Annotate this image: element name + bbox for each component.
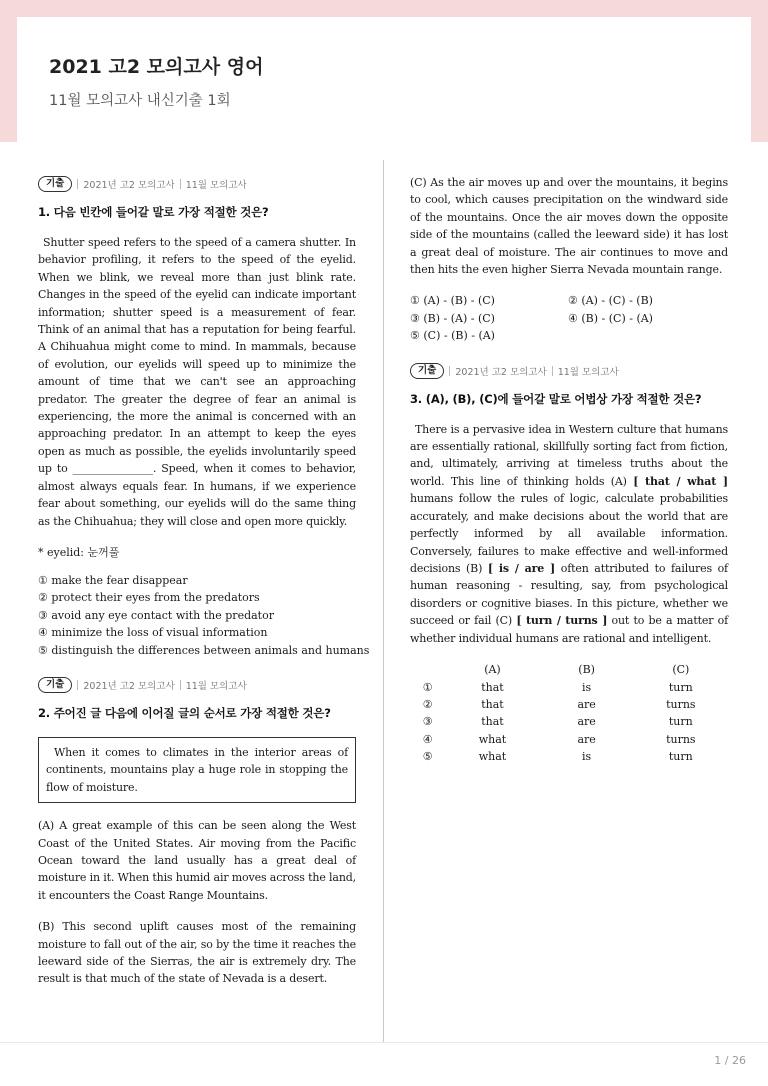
option-number: ⑤ bbox=[422, 750, 433, 764]
table-cell: turns bbox=[666, 697, 696, 711]
answer-option[interactable]: ② (A) - (C) - (B) bbox=[568, 294, 653, 308]
source-tag: 기출 bbox=[410, 363, 444, 379]
answer-options bbox=[410, 292, 728, 344]
header-card bbox=[17, 17, 751, 142]
passage-text: out to be a matter of whether individual humans are rational and intelligent. bbox=[410, 614, 728, 645]
meta-month: 11월 모의고사 bbox=[185, 680, 247, 692]
table-cell: turn bbox=[668, 750, 693, 764]
question-title: 2. 주어진 글 다음에 이어질 글의 순서로 가장 적절한 것은? bbox=[38, 705, 331, 720]
meta-year: 2021년 고2 모의고사 bbox=[83, 180, 175, 191]
answer-option[interactable]: ④ (B) - (C) - (A) bbox=[568, 311, 653, 325]
meta-separator bbox=[180, 680, 181, 690]
source-tag: 기출 bbox=[38, 677, 72, 693]
question-meta bbox=[38, 677, 356, 693]
table-cell: are bbox=[577, 697, 596, 711]
question-passage bbox=[410, 421, 728, 647]
meta-separator bbox=[552, 366, 553, 376]
table-cell: that bbox=[481, 680, 504, 694]
table-cell: turns bbox=[666, 732, 696, 746]
table-cell: is bbox=[582, 680, 592, 694]
paragraph-c: (C) As the air moves up and over the mountains, it begins to cool, which causes precipitation on the windward side of the mountains. Once the air moves down the opposite side of the mountains (called the leeward side) it has lost a great deal of moisture. The air continues to move and then hits the even higher Sierra Nevada mountain range. bbox=[410, 176, 728, 277]
table-header: (A) bbox=[484, 663, 501, 677]
answer-option[interactable]: ① make the fear disappear bbox=[38, 573, 188, 587]
source-tag: 기출 bbox=[38, 176, 72, 192]
table-row[interactable] bbox=[410, 678, 728, 695]
table-row[interactable] bbox=[410, 748, 728, 765]
question-2 bbox=[38, 677, 356, 988]
answer-option[interactable]: ⑤ (C) - (B) - (A) bbox=[410, 329, 495, 343]
column-divider bbox=[383, 160, 384, 1042]
right-column bbox=[410, 174, 728, 765]
passage-text: humans follow the rules of logic, calculate probabilities accurately, and make decisions about the world that are perfectly informed by all available information. Conversely, failures to make effective and well-informed decisions (B) bbox=[410, 492, 728, 575]
table-cell: are bbox=[577, 732, 596, 746]
table-header: (B) bbox=[578, 663, 595, 677]
answer-option[interactable]: ⑤ distinguish the differences between animals and humans bbox=[38, 643, 370, 657]
meta-separator bbox=[77, 680, 78, 690]
vocab-note: * eyelid: 눈꺼풀 bbox=[38, 545, 120, 559]
answer-option[interactable]: ① (A) - (B) - (C) bbox=[410, 294, 495, 308]
meta-separator bbox=[77, 179, 78, 189]
paragraph-b: (B) This second uplift causes most of the remaining moisture to fall out of the air, so by the time it reaches the leeward side of the Sierras, the air is extremely dry. The result is that much of the state of Nevada is a desert. bbox=[38, 920, 356, 986]
given-passage-box: When it comes to climates in the interior areas of continents, mountains play a huge role in stopping the flow of moisture. bbox=[38, 737, 356, 803]
paragraph-a: (A) A great example of this can be seen along the West Coast of the United States. Air moving from the Pacific Ocean toward the land usually has a great deal of moisture in it. When this humid air moves across the land, it encounters the Coast Range Mountains. bbox=[38, 819, 356, 902]
table-cell: that bbox=[481, 697, 504, 711]
table-cell: are bbox=[577, 715, 596, 729]
option-number: ② bbox=[422, 697, 433, 711]
table-cell: turn bbox=[668, 680, 693, 694]
meta-separator bbox=[449, 366, 450, 376]
meta-month: 11월 모의고사 bbox=[185, 180, 247, 191]
option-number: ④ bbox=[422, 732, 433, 746]
grammar-choice-c: [ turn / turns ] bbox=[516, 614, 608, 628]
question-meta bbox=[410, 363, 728, 379]
passage-text: There is a pervasive idea in Western culture that humans are essentially rational, skillfully sorting fact from fiction, and, ultimately, arriving at timeless truths about the world. This line of thinking holds (A) bbox=[410, 422, 728, 488]
question-meta bbox=[38, 176, 356, 192]
answer-option[interactable]: ③ (B) - (A) - (C) bbox=[410, 311, 495, 325]
meta-separator bbox=[180, 179, 181, 189]
answer-option[interactable]: ② protect their eyes from the predators bbox=[38, 591, 260, 605]
grammar-choice-b: [ is / are ] bbox=[487, 561, 556, 575]
question-3 bbox=[410, 363, 728, 766]
table-row[interactable] bbox=[410, 713, 728, 730]
footer-rule bbox=[0, 1042, 768, 1043]
option-number: ③ bbox=[422, 715, 433, 729]
table-header bbox=[410, 661, 445, 678]
answer-option[interactable]: ④ minimize the loss of visual information bbox=[38, 626, 268, 640]
question-1 bbox=[38, 176, 370, 659]
table-cell: that bbox=[481, 715, 504, 729]
grammar-choice-a: [ that / what ] bbox=[633, 474, 728, 488]
document-subtitle: 11월 모의고사 내신기출 1회 bbox=[49, 93, 231, 109]
meta-year: 2021년 고2 모의고사 bbox=[455, 366, 547, 378]
option-number: ① bbox=[422, 680, 433, 694]
answer-options bbox=[38, 572, 370, 659]
question-title: 1. 다음 빈칸에 들어갈 말로 가장 적절한 것은? bbox=[38, 205, 269, 219]
table-cell: what bbox=[478, 732, 507, 746]
page-number: 1 / 26 bbox=[714, 1054, 746, 1067]
answer-option[interactable]: ③ avoid any eye contact with the predator bbox=[38, 608, 274, 622]
meta-month: 11월 모의고사 bbox=[557, 366, 619, 378]
passage-text: often attributed to failures of human reasoning - resulting, say, from psychological disorders or cognitive biases. In this picture, whether we succeed or fail (C) bbox=[410, 561, 728, 628]
left-column bbox=[38, 176, 370, 988]
document-title: 2021 고2 모의고사 영어 bbox=[49, 56, 264, 78]
table-cell: turn bbox=[668, 715, 693, 729]
answer-table bbox=[410, 661, 728, 765]
table-row[interactable] bbox=[410, 731, 728, 748]
question-title: 3. (A), (B), (C)에 들어갈 말로 어법상 가장 적절한 것은? bbox=[410, 391, 702, 406]
table-header-row bbox=[410, 661, 728, 678]
question-passage: Shutter speed refers to the speed of a camera shutter. In behavior profiling, it refers to the speed of the eyelid. When we blink, we reveal more than just blink rate. Changes in the speed of the eyelid can indicate important information; shutter speed is a measurement of fear. Think of an animal that has a reputation for being fearful. A Chihuahua might come to mind. In mammals, because of evolution, our eyelids will speed up to minimize the amount of time that we can't see an approaching predator. The greater the degree of fear an animal is experiencing, the more the animal is concerned with an approaching predator. In an attempt to keep the eyes open as much as possible, the eyelids involuntarily speed up to _______________. Speed, when it comes to behavior, almost always equals fear. In humans, if we experience fear about something, our eyelids will do the same thing as the Chihuahua; they will close and open more quickly. bbox=[38, 236, 356, 528]
meta-year: 2021년 고2 모의고사 bbox=[83, 680, 175, 692]
table-row[interactable] bbox=[410, 696, 728, 713]
table-cell: is bbox=[582, 750, 592, 764]
table-header: (C) bbox=[672, 663, 690, 677]
table-cell: what bbox=[478, 750, 507, 764]
